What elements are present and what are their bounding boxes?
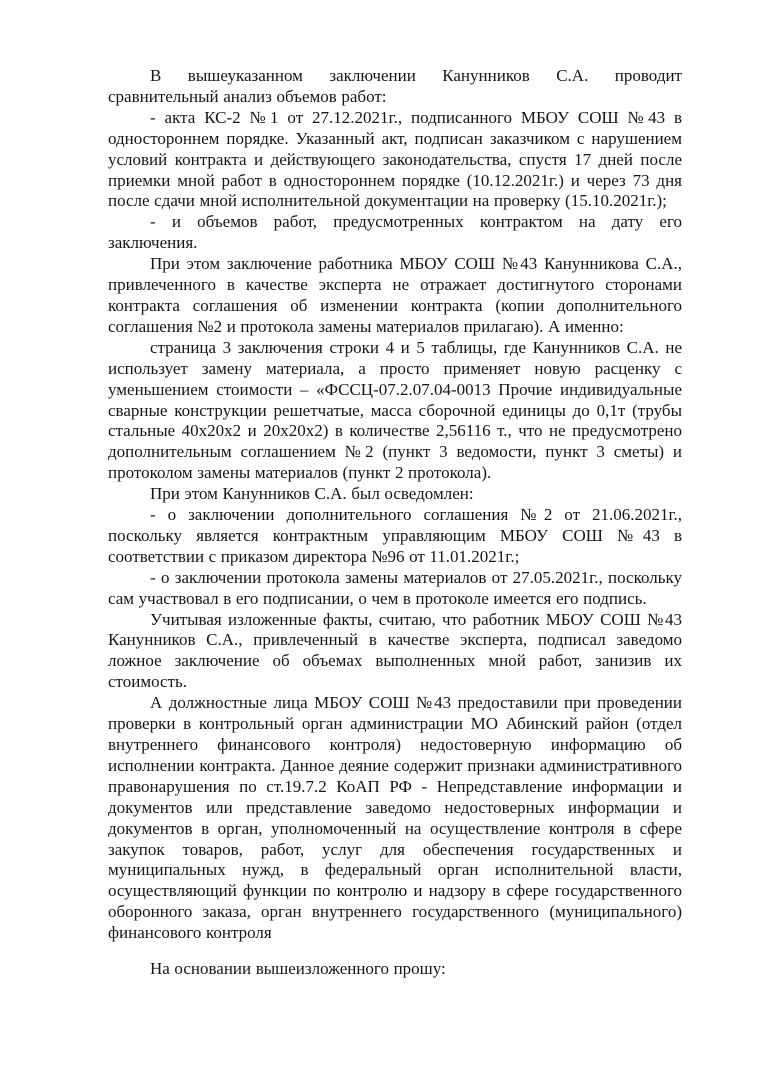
paragraph: страница 3 заключения строки 4 и 5 таблицы, где Канунников С.А. не использует замену материала, а просто применяет новую расценку с уменьшением стоимости – «ФССЦ-07.2.07.04-0013 Прочие индивидуальные сварные конструкции решетчатые, масса сборочной единицы до 0,1т (трубы стальные 40х20х2 и 20х20х2) в количестве 2,56116 т., что не предусмотрено дополнительным соглашением №2 (пункт 3 ведомости, пункт 3 сметы) и протоколом замены материалов (пункт 2 протокола). bbox=[108, 337, 682, 483]
paragraph: В вышеуказанном заключении Канунников С.А. проводит сравнительный анализ объемов работ: bbox=[108, 66, 682, 106]
document-text-block bbox=[108, 66, 682, 980]
paragraph: А должностные лица МБОУ СОШ №43 предоставили при проведении проверки в контрольный орган администрации МО Абинский район (отдел внутреннего финансового контроля) недостоверную информацию об исполнении контракта. Данное деяние содержит признаки административного правонарушения по ст.19.7.2 КоАП РФ - Непредставление информации и документов или представление заведомо недостоверных информации и документов в орган, уполномоченный на осуществление контроля в сфере закупок товаров, работ, услуг для обеспечения государственных и муниципальных нужд, в федеральный орган исполнительной власти, осуществляющий функции по контролю и надзору в сфере государственного оборонного заказа, орган внутреннего государственного (муниципального) финансового контроля bbox=[108, 693, 682, 943]
paragraph: - и объемов работ, предусмотренных контрактом на дату его заключения. bbox=[108, 212, 682, 253]
paragraph: - акта КС-2 №1 от 27.12.2021г., подписанного МБОУ СОШ №43 в одностороннем порядке. Указанный акт, подписан заказчиком с нарушением условий контракта и действующего законодательства, спустя 17 дней после приемки мной работ в одностороннем порядке (10.12.2021г.) и через 73 дня после сдачи мной исполнительной документации на проверку (15.10.2021г.); bbox=[108, 107, 682, 211]
paragraph: При этом заключение работника МБОУ СОШ №43 Канунникова С.А., привлеченного в качестве эксперта не отражает достигнутого сторонами контракта соглашения об изменении контракта (копии дополнительного соглашения №2 и протокола замены материалов прилагаю). А именно: bbox=[108, 254, 682, 336]
paragraph: Учитывая изложенные факты, считаю, что работник МБОУ СОШ №43 Канунников С.А., привлеченный в качестве эксперта, подписал заведомо ложное заключение об объемах выполненных мной работ, занизив их стоимость. bbox=[108, 609, 682, 692]
paragraph: - о заключении дополнительного соглашения №2 от 21.06.2021г., поскольку является контрактным управляющим МБОУ СОШ №43 в соответствии с приказом директора №96 от 11.01.2021г.; bbox=[108, 505, 682, 566]
paragraph: При этом Канунников С.А. был осведомлен: bbox=[150, 484, 474, 504]
blank-line bbox=[108, 944, 682, 959]
paragraph: - о заключении протокола замены материалов от 27.05.2021г., поскольку сам участвовал в его подписании, о чем в протоколе имеется его подпись. bbox=[108, 567, 682, 608]
closing-request-line: На основании вышеизложенного прошу: bbox=[150, 959, 446, 979]
